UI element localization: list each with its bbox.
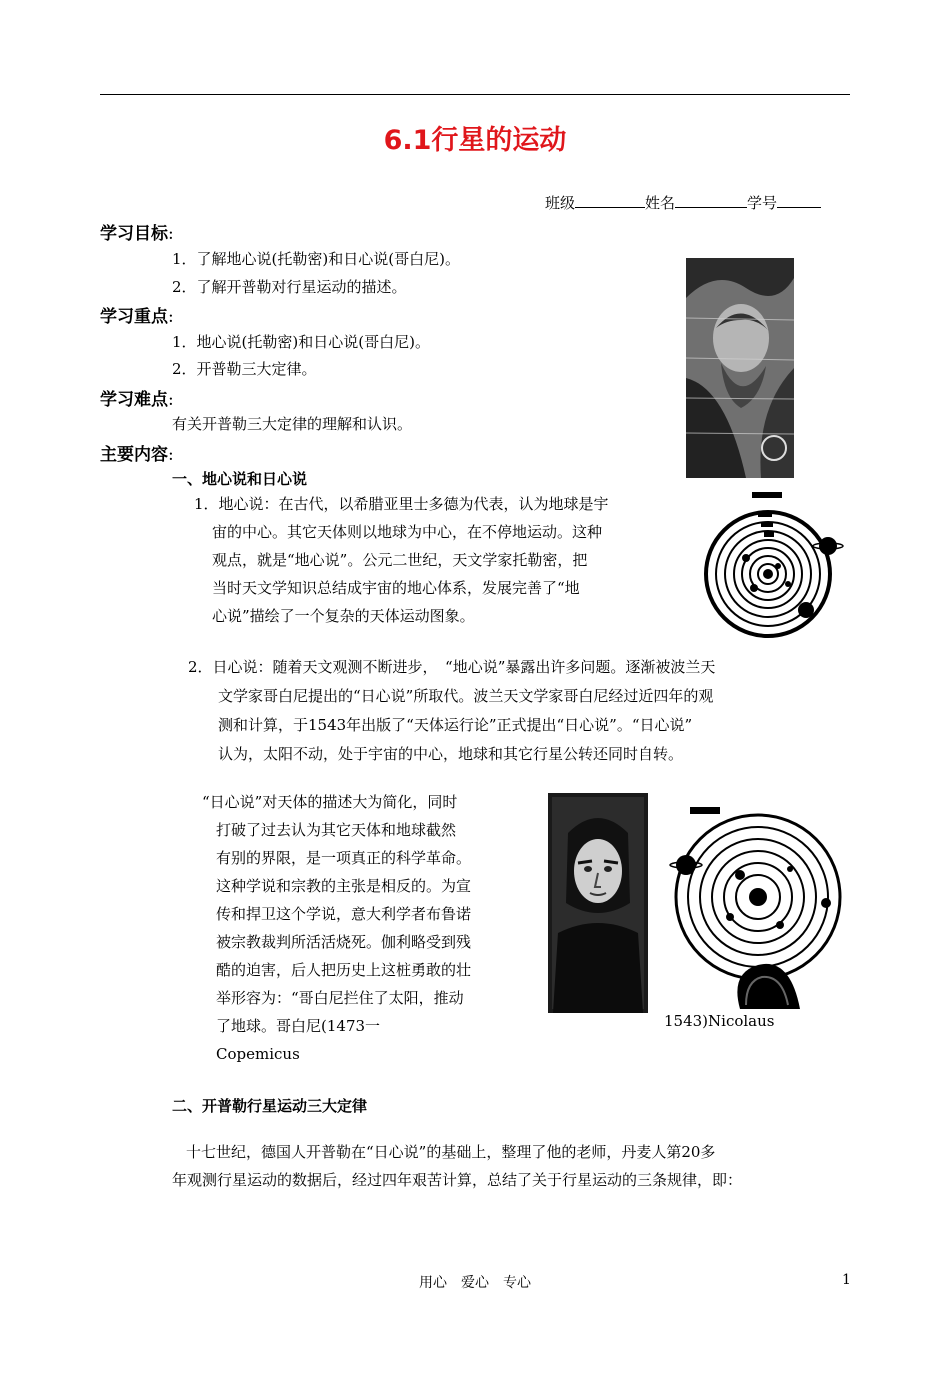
- footer-motto: 用心 爱心 专心: [419, 1275, 531, 1291]
- ptolemy-portrait-image: [686, 258, 794, 478]
- class-label: 班级: [545, 194, 576, 212]
- class-blank: [575, 193, 645, 208]
- revolution-paragraph: “日心说”对天体的描述大为简化，同时 打破了过去认为其它天体和地球截然 有别的界限，是一项真正的科学革命。 这种学说和宗教的主张是相反的。为宣 传和捍卫这个学说，意大利学者布鲁诺 被宗教裁判所活活烧死。伽利略受到残 酷的迫害，后人把历史上这桩勇敢的壮 举形容为：“哥白尼拦住了太阳，推动 了地球。哥白尼(1473一 Copemicus: [202, 793, 472, 1063]
- difficulties-heading: 学习难点:: [100, 390, 174, 410]
- header-rule: [100, 94, 850, 95]
- student-info-line: [545, 192, 821, 213]
- heliocentric-model-diagram: [650, 805, 850, 1010]
- name-label: 姓名: [645, 194, 676, 212]
- geocentric-model-diagram: [698, 488, 848, 638]
- id-label: 学号: [747, 194, 778, 212]
- page-number: 1: [842, 1272, 851, 1288]
- key-point-item: 1．地心说(托勒密)和日心说(哥白尼)。: [172, 333, 430, 351]
- id-blank: [777, 193, 821, 208]
- copernicus-dates-tail: 1543)Nicolaus: [664, 1012, 775, 1030]
- objective-item: 2．了解开普勒对行星运动的描述。: [172, 278, 407, 296]
- page-title: 6.1行星的运动: [383, 125, 567, 156]
- copernicus-portrait-image: [548, 793, 648, 1013]
- key-points-heading: 学习重点:: [100, 307, 174, 327]
- main-content-heading: 主要内容:: [100, 445, 174, 465]
- objective-item: 1．了解地心说(托勒密)和日心说(哥白尼)。: [172, 250, 460, 268]
- name-blank: [675, 193, 747, 208]
- heliocentric-paragraph: 2．日心说：随着天文观测不断进步， “地心说”暴露出许多问题。逐渐被波兰天 文学家哥白尼提出的“日心说”所取代。波兰天文学家哥白尼经过近四年的观 测和计算，于1543年出版了“天体运行论”正式提出“日心说”。“日心说” 认为，太阳不动，处于宇宙的中心，地球和其它行星公转还同时自转。: [188, 658, 716, 763]
- section-2-title: 二、开普勒行星运动三大定律: [172, 1097, 368, 1115]
- geocentric-paragraph: 1．地心说：在古代，以希腊亚里士多德为代表，认为地球是宇 宙的中心。其它天体则以地球为中心，在不停地运动。这种 观点，就是“地心说”。公元二世纪，天文学家托勒密，把 当时天文学知识总结成宇宙的地心体系，发展完善了“地 心说”描绘了一个复杂的天体运动图象。: [194, 495, 609, 625]
- key-point-item: 2．开普勒三大定律。: [172, 360, 317, 378]
- section-1-title: 一、地心说和日心说: [172, 470, 308, 488]
- kepler-intro-paragraph: 十七世纪，德国人开普勒在“日心说”的基础上，整理了他的老师，丹麦人第20多 年观测行星运动的数据后，经过四年艰苦计算，总结了关于行星运动的三条规律，即：: [172, 1143, 743, 1189]
- difficulties-text: 有关开普勒三大定律的理解和认识。: [172, 415, 413, 433]
- objectives-heading: 学习目标:: [100, 224, 174, 244]
